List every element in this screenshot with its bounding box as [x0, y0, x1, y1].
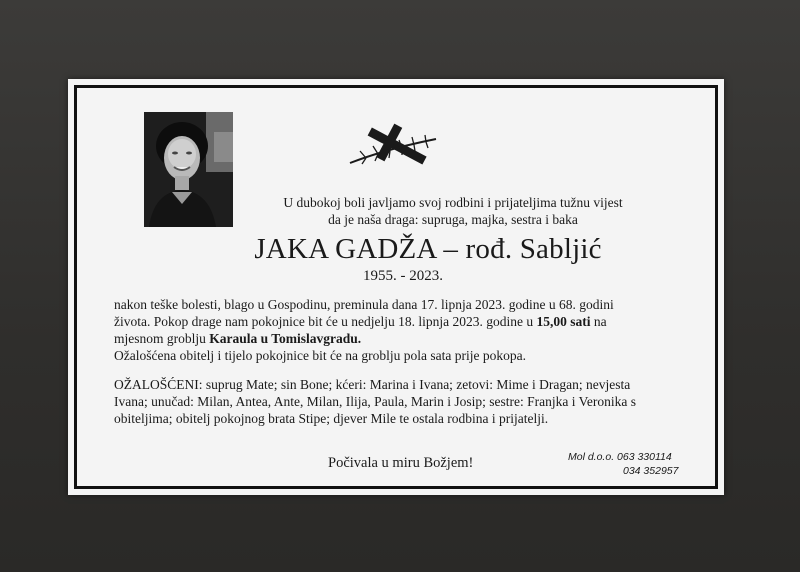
body-line-2-end: na: [590, 314, 607, 329]
mourners-line-1: OŽALOŠĆENI: suprug Mate; sin Bone; kćeri: Marina i Ivana; zetovi: Mime i Dragan; nevjesta: [114, 377, 631, 392]
funeral-time: 15,00 sati: [536, 314, 591, 329]
body-line-2: [114, 314, 607, 330]
mourners-line-3: obiteljima; obitelj pokojnog brata Stipe; djever Mile te ostala rodbina i prijatelji.: [114, 411, 549, 426]
body-line-3: [114, 331, 361, 347]
mourners-line-2: Ivana; unučad: Milan, Antea, Ante, Milan, Ilija, Paula, Marin i Josip; sestre: Franjka i Veronika s: [114, 394, 637, 409]
intro-line-1: U dubokoj boli javljamo svoj rodbini i prijateljima tužnu vijest: [283, 195, 623, 210]
deceased-name: JAKA GADŽA – rođ. Sabljić: [254, 233, 602, 265]
closing-blessing: Počivala u miru Božjem!: [328, 455, 474, 471]
contact-line-1: Mol d.o.o. 063 330114: [568, 451, 672, 463]
cross-with-palm-icon: [346, 121, 446, 171]
body-line-1: nakon teške bolesti, blago u Gospodinu, preminula dana 17. lipnja 2023. godine u 68. godini: [114, 297, 614, 312]
body-line-2-text: života. Pokop drage nam pokojnice bit će u nedjelju 18. lipnja 2023. godine u: [114, 314, 537, 329]
contact-line-2: 034 352957: [623, 465, 679, 477]
life-years: 1955. - 2023.: [363, 268, 443, 284]
body-line-3-text: mjesnom groblju: [114, 331, 210, 346]
death-notice-paper: [68, 79, 724, 495]
body-line-4: Ožalošćena obitelj i tijelo pokojnice bit će na groblju pola sata prije pokopa.: [114, 348, 527, 363]
cemetery-name: Karaula u Tomislavgradu.: [209, 331, 362, 346]
portrait-photo: [144, 112, 233, 227]
intro-line-2: da je naša draga: supruga, majka, sestra i baka: [328, 212, 578, 227]
